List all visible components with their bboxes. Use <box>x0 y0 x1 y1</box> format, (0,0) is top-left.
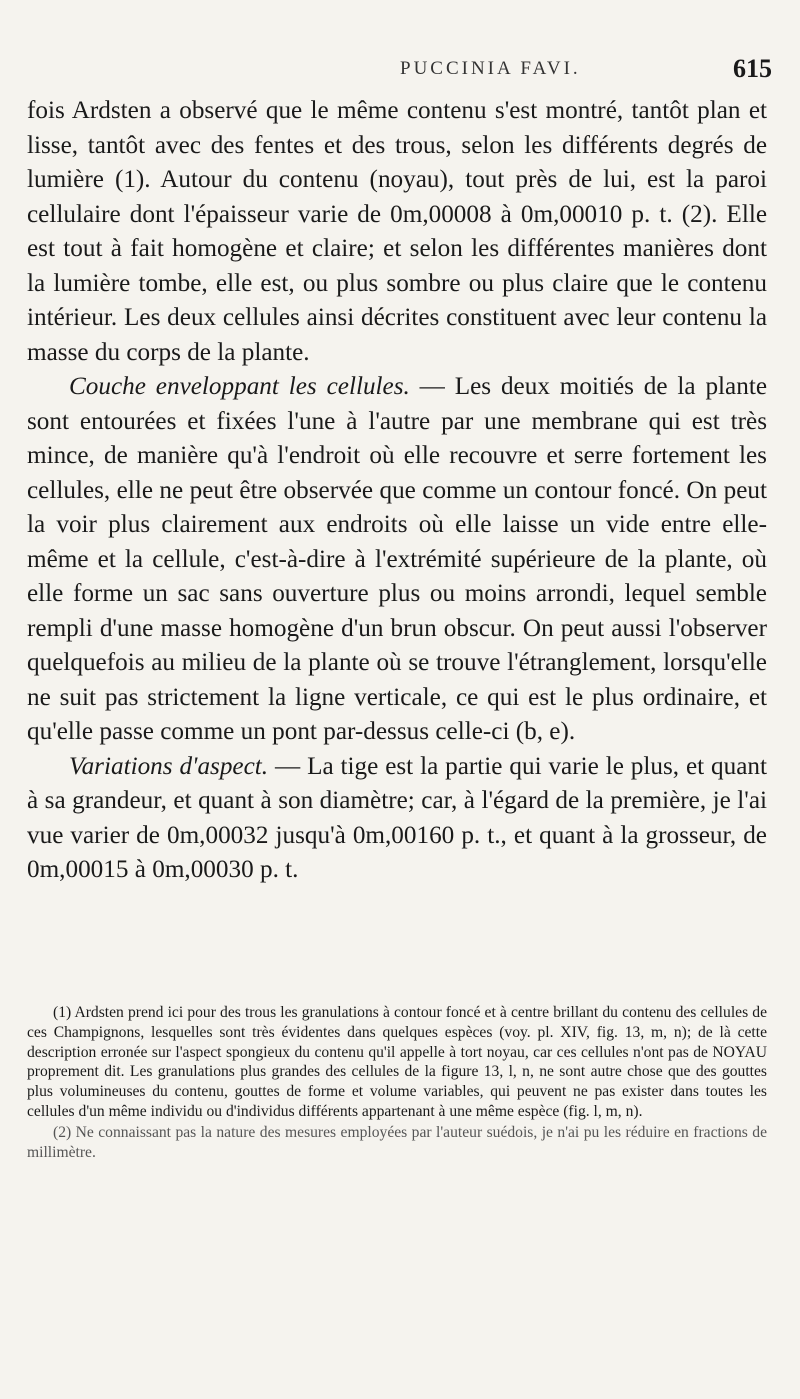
page-number: 615 <box>733 54 772 83</box>
page-header <box>0 52 800 88</box>
running-head: PUCCINIA FAVI. <box>400 58 581 79</box>
footnotes <box>27 1003 767 1162</box>
paragraph-2-text: — Les deux moitiés de la plante sont entourées et fixées l'une à l'autre par une membrane qui est très mince, de manière qu'à l'endroit où elle recouvre et serre fortement les cellules, elle ne peut être observée que comme un contour foncé. On peut la voir plus clairement aux endroits où elle laisse un vide entre elle-même et la cellule, c'est-à-dire à l'extrémité supérieure de la plante, où elle forme un sac sans ouverture plus ou moins arrondi, lequel semble rempli d'une masse homogène d'un brun obscur. On peut aussi l'observer quelquefois au milieu de la plante où se trouve l'étranglement, lorsqu'elle ne suit pas strictement la ligne verticale, ce qui est le plus ordinaire, et qu'elle passe comme un pont par-dessus celle-ci (b, e). <box>27 373 768 745</box>
paragraph-3 <box>27 750 767 888</box>
section-heading-couche: Couche enveloppant les cellules. <box>69 373 410 400</box>
main-text <box>27 94 767 888</box>
paragraph-3-text: — La tige est la partie qui varie le plus, et quant à sa grandeur, et quant à son diamètre; car, à l'égard de la première, je l'ai vue varier de 0m,00032 jusqu'à 0m,00160 p. t., et quant à la grosseur, de 0m,00015 à 0m,00030 p. t. <box>27 752 767 883</box>
paragraph-2 <box>27 370 767 750</box>
footnote-2: (2) Ne connaissant pas la nature des mesures employées par l'auteur suédois, je n'ai pu les réduire en fractions de millimètre. <box>27 1123 767 1161</box>
paragraph-1: fois Ardsten a observé que le même contenu s'est montré, tantôt plan et lisse, tantôt avec des fentes et des trous, selon les différents degrés de lumière (1). Autour du contenu (noyau), tout près de lui, est la paroi cellulaire dont l'épaisseur varie de 0m,00008 à 0m,00010 p. t. (2). Elle est tout à fait homogène et claire; et selon les différentes manières dont la lumière tombe, elle est, ou plus sombre ou plus claire que le contenu intérieur. Les deux cellules ainsi décrites constituent avec leur contenu la masse du corps de la plante. <box>27 97 767 366</box>
section-heading-variations: Variations d'aspect. <box>69 752 269 780</box>
footnote-1: (1) Ardsten prend ici pour des trous les granulations à contour foncé et à centre brillant du contenu des cellules de ces Champignons, lesquelles sont très évidentes dans quelques espèces (voy. pl. XIV, fig. 13, m, n); de là cette description erronée sur l'aspect spongieux du contenu qu'il appelle à tort noyau, car ces cellules n'ont pas de NOYAU proprement dit. Les granulations plus grandes des cellules de la figure 13, l, n, ne sont autre chose que des gouttes plus volumineuses du contenu, gouttes de forme et volume variables, qui peuvent ne pas exister dans toutes les cellules d'un même individu ou d'individus différents appartenant à une même espèce (fig. l, m, n). <box>27 1004 767 1120</box>
